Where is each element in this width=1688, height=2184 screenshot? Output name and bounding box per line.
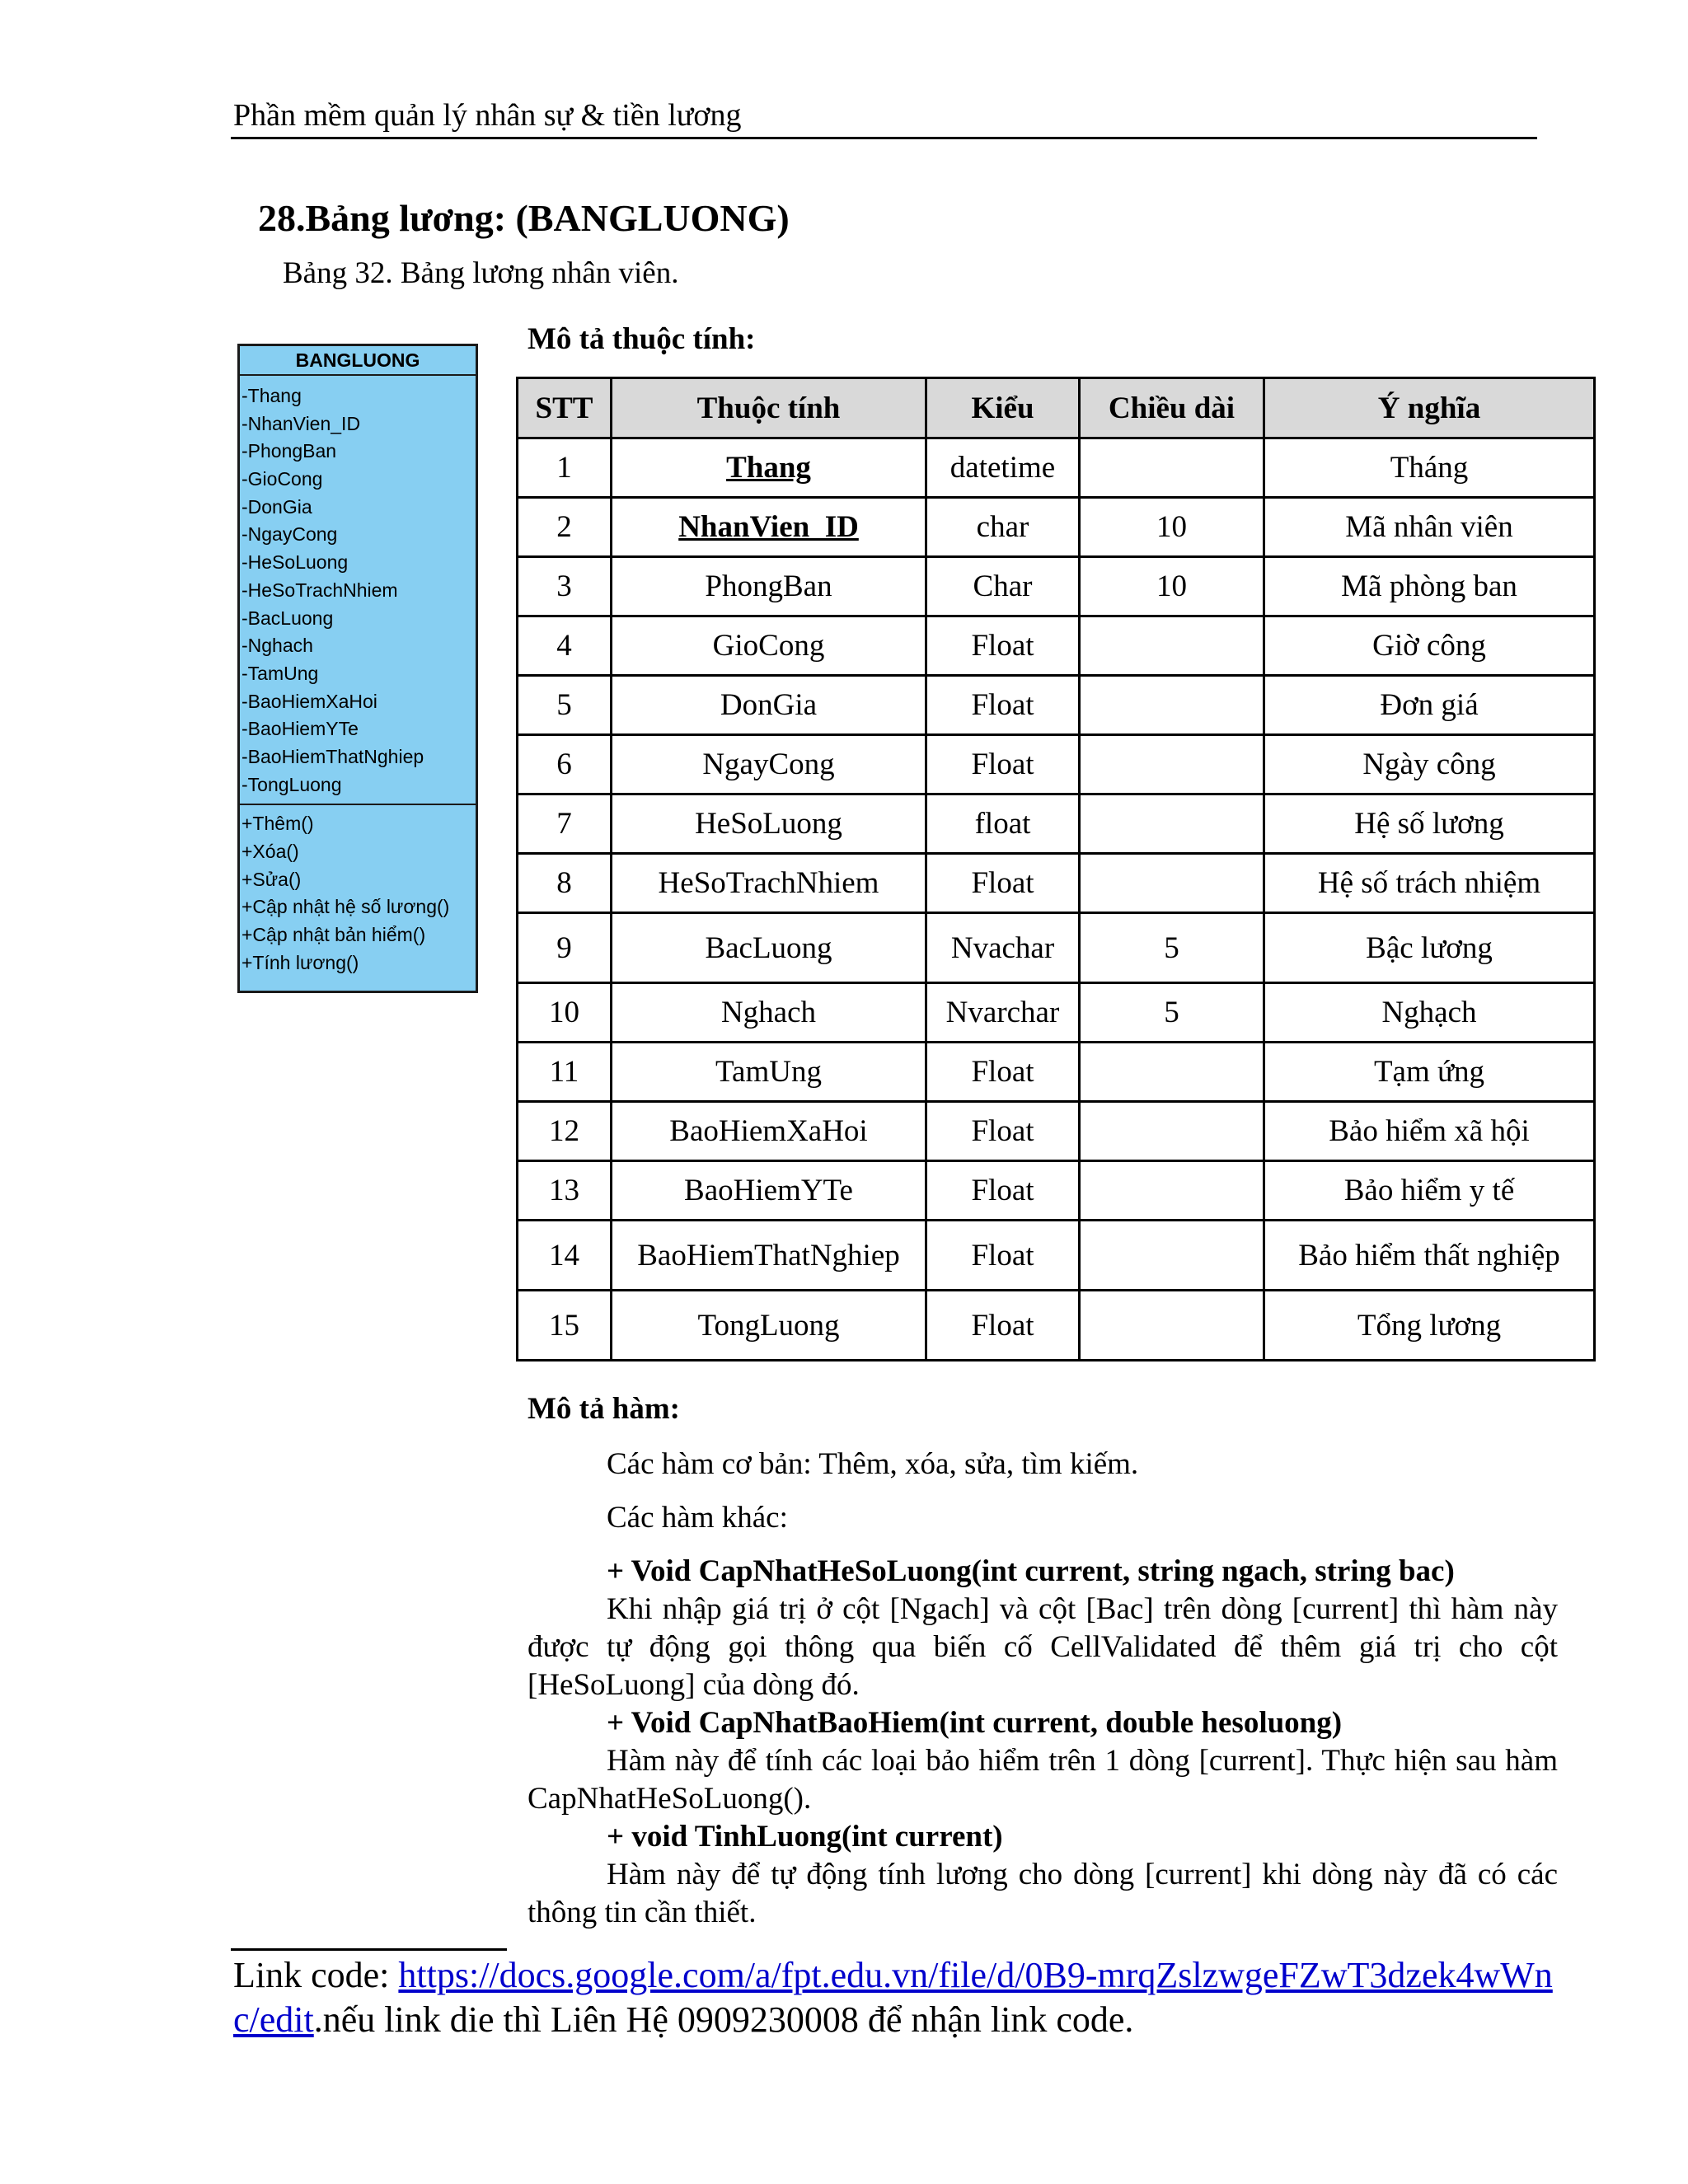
table-cell: Float bbox=[926, 616, 1080, 676]
table-row bbox=[518, 913, 1595, 983]
uml-class-box bbox=[237, 344, 478, 993]
table-cell bbox=[1080, 1161, 1264, 1221]
table-cell: Float bbox=[926, 676, 1080, 735]
table-cell: Mã nhân viên bbox=[1264, 498, 1595, 557]
table-cell: Float bbox=[926, 1291, 1080, 1361]
uml-method: +Tính lương() bbox=[241, 951, 359, 973]
function-3-signature: + void TinhLuong(int current) bbox=[607, 1820, 1003, 1854]
uml-method-list bbox=[240, 805, 476, 977]
table-cell: Mã phòng ban bbox=[1264, 557, 1595, 616]
table-row bbox=[518, 983, 1595, 1043]
table-cell: Float bbox=[926, 735, 1080, 794]
table-cell: Nvachar bbox=[926, 913, 1080, 983]
header-divider bbox=[231, 137, 1537, 139]
table-cell: Tháng bbox=[1264, 438, 1595, 498]
table-cell bbox=[1080, 438, 1264, 498]
table-cell bbox=[1080, 794, 1264, 854]
table-cell: HeSoTrachNhiem bbox=[612, 854, 926, 913]
table-row bbox=[518, 1043, 1595, 1102]
table-cell: 10 bbox=[518, 983, 612, 1043]
table-cell: Hệ số lương bbox=[1264, 794, 1595, 854]
footnote-divider bbox=[231, 1948, 507, 1951]
uml-attribute: -DonGia bbox=[241, 495, 312, 518]
table-cell: HeSoLuong bbox=[612, 794, 926, 854]
table-cell: 2 bbox=[518, 498, 612, 557]
uml-class-name: BANGLUONG bbox=[240, 346, 476, 376]
table-cell: DonGia bbox=[612, 676, 926, 735]
uml-attribute: -BaoHiemThatNghiep bbox=[241, 745, 424, 767]
table-row bbox=[518, 557, 1595, 616]
table-cell bbox=[1080, 1221, 1264, 1291]
table-cell: 5 bbox=[1080, 913, 1264, 983]
table-cell bbox=[1080, 1043, 1264, 1102]
basic-functions-text: Các hàm cơ bản: Thêm, xóa, sửa, tìm kiếm. bbox=[607, 1447, 1139, 1481]
column-header: Thuộc tính bbox=[612, 378, 926, 438]
uml-attribute: -NgayCong bbox=[241, 523, 338, 546]
attribute-description-heading: Mô tả thuộc tính: bbox=[528, 322, 756, 356]
table-cell: BacLuong bbox=[612, 913, 926, 983]
column-header: Chiều dài bbox=[1080, 378, 1264, 438]
table-cell: 9 bbox=[518, 913, 612, 983]
column-header: STT bbox=[518, 378, 612, 438]
uml-attribute: -Nghach bbox=[241, 635, 313, 657]
table-cell: 10 bbox=[1080, 498, 1264, 557]
table-cell: Float bbox=[926, 1043, 1080, 1102]
table-cell: 1 bbox=[518, 438, 612, 498]
table-row bbox=[518, 735, 1595, 794]
table-cell: Đơn giá bbox=[1264, 676, 1595, 735]
table-cell: 5 bbox=[1080, 983, 1264, 1043]
function-2-signature: + Void CapNhatBaoHiem(int current, double hesoluong) bbox=[607, 1706, 1343, 1740]
table-cell: Bảo hiểm y tế bbox=[1264, 1161, 1595, 1221]
table-cell: 7 bbox=[518, 794, 612, 854]
uml-attribute: -Thang bbox=[241, 385, 302, 406]
uml-method: +Cập nhật bản hiểm() bbox=[241, 924, 426, 946]
function-1-signature: + Void CapNhatHeSoLuong(int current, string ngach, string bac) bbox=[607, 1554, 1455, 1588]
table-cell: GioCong bbox=[612, 616, 926, 676]
uml-attribute: -BacLuong bbox=[241, 607, 334, 629]
table-cell bbox=[1080, 1291, 1264, 1361]
table-cell: Nghạch bbox=[1264, 983, 1595, 1043]
other-functions-label: Các hàm khác: bbox=[607, 1501, 788, 1535]
table-row bbox=[518, 438, 1595, 498]
table-cell: Char bbox=[926, 557, 1080, 616]
table-row bbox=[518, 1221, 1595, 1291]
table-cell: TongLuong bbox=[612, 1291, 926, 1361]
table-cell: Ngày công bbox=[1264, 735, 1595, 794]
table-row bbox=[518, 1102, 1595, 1161]
uml-method: +Cập nhật hệ số lương() bbox=[241, 896, 450, 918]
table-row bbox=[518, 498, 1595, 557]
footer-note bbox=[233, 1953, 1568, 2042]
column-header: Ý nghĩa bbox=[1264, 378, 1595, 438]
table-row bbox=[518, 794, 1595, 854]
table-cell: 8 bbox=[518, 854, 612, 913]
table-cell bbox=[1080, 616, 1264, 676]
table-cell: Float bbox=[926, 1161, 1080, 1221]
table-cell: Giờ công bbox=[1264, 616, 1595, 676]
table-cell: TamUng bbox=[612, 1043, 926, 1102]
table-cell: datetime bbox=[926, 438, 1080, 498]
table-cell bbox=[1080, 1102, 1264, 1161]
table-row bbox=[518, 676, 1595, 735]
table-cell: Bảo hiểm xã hội bbox=[1264, 1102, 1595, 1161]
table-cell: Float bbox=[926, 1102, 1080, 1161]
footer-prefix: Link code: bbox=[233, 1955, 399, 1995]
uml-attribute-list bbox=[240, 376, 476, 805]
table-row bbox=[518, 854, 1595, 913]
uml-attribute: -BaoHiemXaHoi bbox=[241, 690, 377, 712]
table-cell: BaoHiemYTe bbox=[612, 1161, 926, 1221]
table-cell: BaoHiemThatNghiep bbox=[612, 1221, 926, 1291]
function-3-block bbox=[528, 1818, 1558, 1932]
uml-attribute: -BaoHiemYTe bbox=[241, 718, 359, 740]
table-cell: PhongBan bbox=[612, 557, 926, 616]
table-cell: 6 bbox=[518, 735, 612, 794]
code-link[interactable]: https://docs.google.com/a/fpt.edu.vn/file/d/0B9-mrqZslzwgeFZwT3dzek4wWnc/edit bbox=[233, 1955, 1553, 2040]
column-header: Kiểu bbox=[926, 378, 1080, 438]
table-cell: char bbox=[926, 498, 1080, 557]
table-caption: Bảng 32. Bảng lương nhân viên. bbox=[283, 256, 679, 290]
table-cell: float bbox=[926, 794, 1080, 854]
table-cell: NgayCong bbox=[612, 735, 926, 794]
uml-attribute: -HeSoTrachNhiem bbox=[241, 579, 398, 601]
table-cell: Float bbox=[926, 1221, 1080, 1291]
table-cell: Thang bbox=[612, 438, 926, 498]
table-cell bbox=[1080, 854, 1264, 913]
function-3-description: Hàm này để tự động tính lương cho dòng [current] khi dòng này đã có các thông tin cần thiết. bbox=[528, 1858, 1558, 1929]
table-cell: Hệ số trách nhiệm bbox=[1264, 854, 1595, 913]
table-cell: Bậc lương bbox=[1264, 913, 1595, 983]
table-header-row bbox=[518, 378, 1595, 438]
table-cell: Float bbox=[926, 854, 1080, 913]
table-cell: Nvarchar bbox=[926, 983, 1080, 1043]
table-cell: 3 bbox=[518, 557, 612, 616]
page-header-title: Phần mềm quản lý nhân sự & tiền lương bbox=[233, 98, 742, 133]
table-cell: NhanVien_ID bbox=[612, 498, 926, 557]
table-cell: Tạm ứng bbox=[1264, 1043, 1595, 1102]
table-cell: BaoHiemXaHoi bbox=[612, 1102, 926, 1161]
section-title: 28.Bảng lương: (BANGLUONG) bbox=[258, 197, 790, 239]
table-row bbox=[518, 1291, 1595, 1361]
footer-suffix: .nếu link die thì Liên Hệ 0909230008 để nhận link code. bbox=[313, 1999, 1134, 2040]
table-cell: 10 bbox=[1080, 557, 1264, 616]
function-1-block bbox=[528, 1553, 1558, 1704]
uml-attribute: -TongLuong bbox=[241, 773, 342, 795]
table-cell: Tổng lương bbox=[1264, 1291, 1595, 1361]
function-1-description: Khi nhập giá trị ở cột [Ngach] và cột [Bac] trên dòng [current] thì hàm này được tự động gọi thông qua biến cố CellValidated để thêm giá trị cho cột [HeSoLuong] của dòng đó. bbox=[528, 1592, 1558, 1702]
table-cell: 12 bbox=[518, 1102, 612, 1161]
uml-method: +Xóa() bbox=[241, 841, 299, 862]
attribute-table bbox=[516, 377, 1596, 1361]
uml-attribute: -TamUng bbox=[241, 662, 319, 684]
table-cell: 5 bbox=[518, 676, 612, 735]
function-2-description: Hàm này để tính các loại bảo hiểm trên 1 dòng [current]. Thực hiện sau hàm CapNhatHeSoLuong(). bbox=[528, 1744, 1558, 1816]
uml-method: +Sửa() bbox=[241, 868, 302, 890]
table-cell: 11 bbox=[518, 1043, 612, 1102]
function-2-block bbox=[528, 1704, 1558, 1818]
table-row bbox=[518, 616, 1595, 676]
table-cell bbox=[1080, 676, 1264, 735]
table-cell: 4 bbox=[518, 616, 612, 676]
uml-attribute: -PhongBan bbox=[241, 440, 337, 462]
function-description-heading: Mô tả hàm: bbox=[528, 1392, 680, 1426]
uml-attribute: -HeSoLuong bbox=[241, 551, 349, 574]
uml-attribute: -NhanVien_ID bbox=[241, 412, 361, 434]
uml-attribute: -GioCong bbox=[241, 468, 323, 490]
table-cell: Bảo hiểm thất nghiệp bbox=[1264, 1221, 1595, 1291]
table-row bbox=[518, 1161, 1595, 1221]
table-cell: 15 bbox=[518, 1291, 612, 1361]
table-cell: 14 bbox=[518, 1221, 612, 1291]
table-cell: 13 bbox=[518, 1161, 612, 1221]
table-cell: Nghach bbox=[612, 983, 926, 1043]
table-cell bbox=[1080, 735, 1264, 794]
uml-method: +Thêm() bbox=[241, 813, 314, 835]
